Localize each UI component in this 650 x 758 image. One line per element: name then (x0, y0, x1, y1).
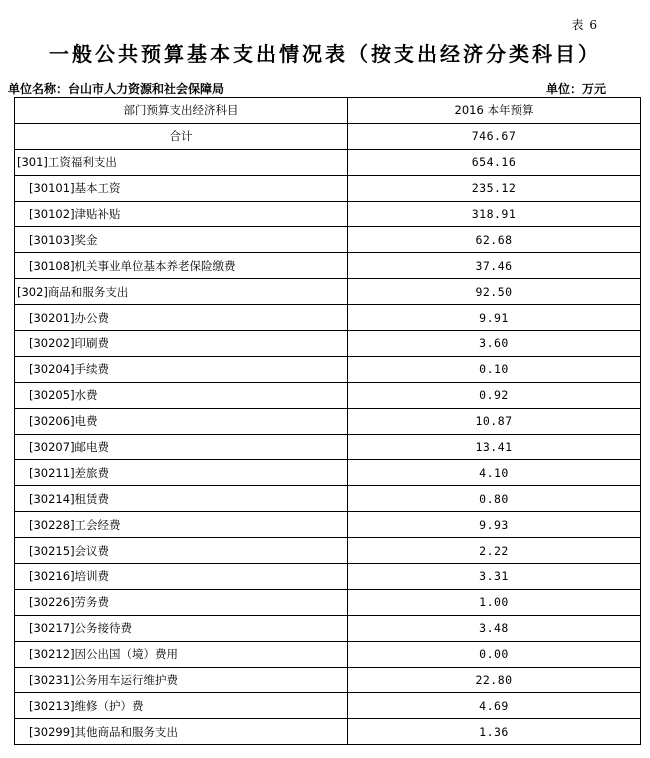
row-budget-value: 3.60 (348, 331, 641, 357)
row-category: [30207]邮电费 (15, 434, 348, 460)
row-category: [30217]公务接待费 (15, 615, 348, 641)
currency-unit-label: 单位：万元 (545, 82, 606, 96)
row-budget-value: 62.68 (348, 227, 641, 253)
table-row (15, 175, 641, 201)
table-row (15, 693, 641, 719)
row-budget-value: 2.22 (348, 538, 641, 564)
row-budget-value: 4.10 (348, 460, 641, 486)
table-row (15, 279, 641, 305)
table-row (15, 227, 641, 253)
row-category: [30228]工会经费 (15, 512, 348, 538)
table-row (15, 564, 641, 590)
row-category: [301]工资福利支出 (15, 149, 348, 175)
row-budget-value: 318.91 (348, 201, 641, 227)
unit-info-line (8, 80, 606, 96)
table-row (15, 305, 641, 331)
table-row (15, 641, 641, 667)
row-budget-value: 3.31 (348, 564, 641, 590)
row-category: [30299]其他商品和服务支出 (15, 719, 348, 745)
table-row (15, 253, 641, 279)
row-category: [30204]手续费 (15, 356, 348, 382)
row-category: [30108]机关事业单位基本养老保险缴费 (15, 253, 348, 279)
row-category: [30102]津贴补贴 (15, 201, 348, 227)
table-row (15, 589, 641, 615)
row-category: [30202]印刷费 (15, 331, 348, 357)
header-category: 部门预算支出经济科目 (15, 98, 348, 124)
table-row (15, 356, 641, 382)
row-budget-value: 9.93 (348, 512, 641, 538)
table-row (15, 719, 641, 745)
row-category: [30231]公务用车运行维护费 (15, 667, 348, 693)
row-budget-value: 0.00 (348, 641, 641, 667)
table-row (15, 512, 641, 538)
table-row (15, 123, 641, 149)
table-row (15, 149, 641, 175)
table-row (15, 434, 641, 460)
row-category: 合计 (15, 123, 348, 149)
row-budget-value: 0.92 (348, 382, 641, 408)
row-category: [30216]培训费 (15, 564, 348, 590)
header-budget: 2016 本年预算 (348, 98, 641, 124)
row-category: [30101]基本工资 (15, 175, 348, 201)
table-row (15, 201, 641, 227)
row-category: [30213]维修（护）费 (15, 693, 348, 719)
row-budget-value: 37.46 (348, 253, 641, 279)
table-row (15, 615, 641, 641)
row-budget-value: 1.00 (348, 589, 641, 615)
row-category: [30103]奖金 (15, 227, 348, 253)
table-row (15, 667, 641, 693)
row-budget-value: 1.36 (348, 719, 641, 745)
unit-name-label: 单位名称：台山市人力资源和社会保障局 (8, 82, 225, 96)
row-category: [30205]水费 (15, 382, 348, 408)
row-budget-value: 235.12 (348, 175, 641, 201)
table-row (15, 331, 641, 357)
row-budget-value: 92.50 (348, 279, 641, 305)
page-title: 一般公共预算基本支出情况表（按支出经济分类科目） (49, 42, 601, 66)
row-category: [30215]会议费 (15, 538, 348, 564)
row-budget-value: 746.67 (348, 123, 641, 149)
table-body (15, 123, 641, 744)
row-budget-value: 3.48 (348, 615, 641, 641)
row-category: [30212]因公出国（境）费用 (15, 641, 348, 667)
table-number: 表 6 (571, 18, 598, 32)
row-budget-value: 9.91 (348, 305, 641, 331)
row-category: [30226]劳务费 (15, 589, 348, 615)
row-category: [30206]电费 (15, 408, 348, 434)
row-category: [302]商品和服务支出 (15, 279, 348, 305)
row-budget-value: 13.41 (348, 434, 641, 460)
row-budget-value: 654.16 (348, 149, 641, 175)
table-row (15, 538, 641, 564)
table-header-row (15, 98, 641, 124)
table-row (15, 408, 641, 434)
row-budget-value: 0.80 (348, 486, 641, 512)
row-budget-value: 4.69 (348, 693, 641, 719)
row-budget-value: 22.80 (348, 667, 641, 693)
row-budget-value: 0.10 (348, 356, 641, 382)
row-budget-value: 10.87 (348, 408, 641, 434)
row-category: [30214]租赁费 (15, 486, 348, 512)
budget-table (14, 97, 641, 745)
table-row (15, 460, 641, 486)
row-category: [30211]差旅费 (15, 460, 348, 486)
row-category: [30201]办公费 (15, 305, 348, 331)
table-row (15, 382, 641, 408)
table-row (15, 486, 641, 512)
